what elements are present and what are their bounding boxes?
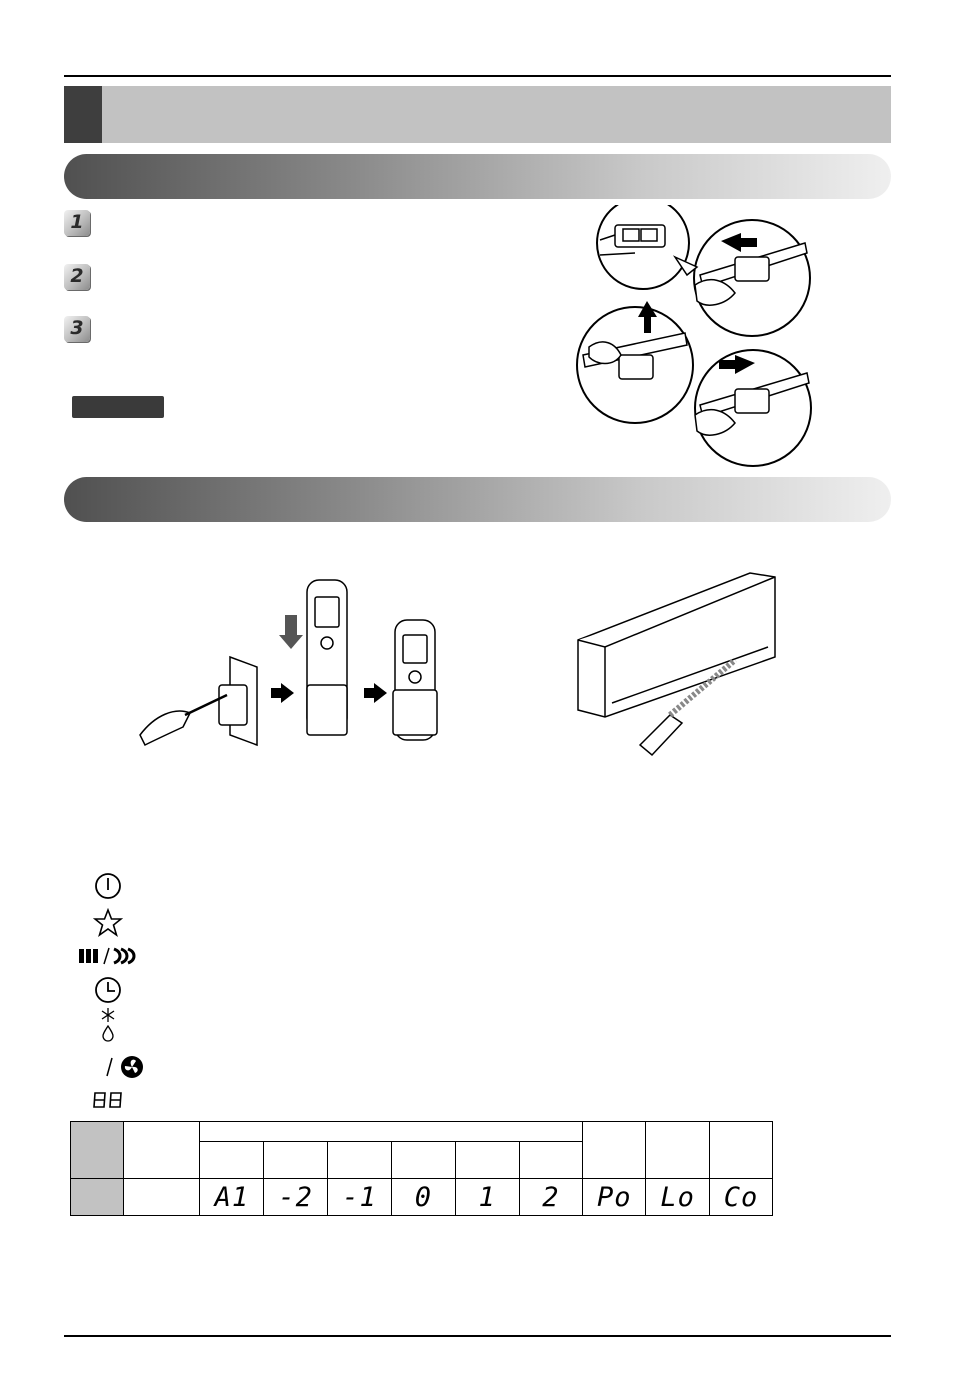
arrow-right-icon-2 <box>364 683 387 703</box>
bottom-rule <box>64 1335 891 1337</box>
top-rule <box>64 75 891 77</box>
display-code: 2 <box>519 1179 583 1216</box>
display-code: Co <box>710 1179 773 1216</box>
table-group-header-cell <box>200 1122 583 1142</box>
arrow-right-icon-1 <box>271 683 294 703</box>
battery-replacement-illustration <box>575 205 815 470</box>
seven-segment-display-icon <box>92 1091 124 1109</box>
table-row-cell <box>123 1179 200 1216</box>
fan-icon <box>104 1054 146 1080</box>
arrow-down-icon <box>279 615 303 649</box>
table-subheader-cell <box>200 1142 264 1179</box>
holder-installation-illustration <box>135 575 445 750</box>
table-subheader-cell <box>455 1142 519 1179</box>
display-code: -2 <box>264 1179 328 1216</box>
swirl-airflow-icon <box>78 946 140 966</box>
display-code: A1 <box>200 1179 264 1216</box>
power-icon <box>94 872 122 900</box>
table-subheader-cell <box>264 1142 328 1179</box>
display-code: -1 <box>328 1179 392 1216</box>
table-header-cell <box>583 1122 646 1179</box>
section-bar-battery <box>64 154 891 199</box>
step-1-number: 1 <box>70 211 84 233</box>
step-3-badge <box>64 316 90 342</box>
cool-dehumidify-icon <box>98 1006 118 1042</box>
table-row-label-cell <box>71 1179 124 1216</box>
step-1-badge <box>64 210 90 236</box>
page-title-bar <box>64 86 891 143</box>
table-header-label-cell <box>71 1122 124 1179</box>
timer-clock-icon <box>94 976 122 1004</box>
table-header-cell <box>123 1122 200 1179</box>
display-code: 0 <box>391 1179 455 1216</box>
table-header-cell <box>646 1122 710 1179</box>
note-badge <box>72 396 164 418</box>
display-code: Po <box>583 1179 646 1216</box>
step-3-number: 3 <box>70 317 84 339</box>
table-subheader-cell <box>519 1142 583 1179</box>
table-subheader-cell <box>391 1142 455 1179</box>
section-bar-holder <box>64 477 891 522</box>
step-2-number: 2 <box>70 265 84 287</box>
jet-mode-star-icon <box>93 908 123 938</box>
display-code: 1 <box>455 1179 519 1216</box>
indoor-unit-remote-illustration <box>570 565 785 765</box>
display-code: Lo <box>646 1179 710 1216</box>
table-subheader-cell <box>328 1142 392 1179</box>
display-codes-table <box>70 1121 773 1216</box>
title-tab-marker <box>64 86 102 143</box>
step-2-badge <box>64 264 90 290</box>
table-header-cell <box>710 1122 773 1179</box>
